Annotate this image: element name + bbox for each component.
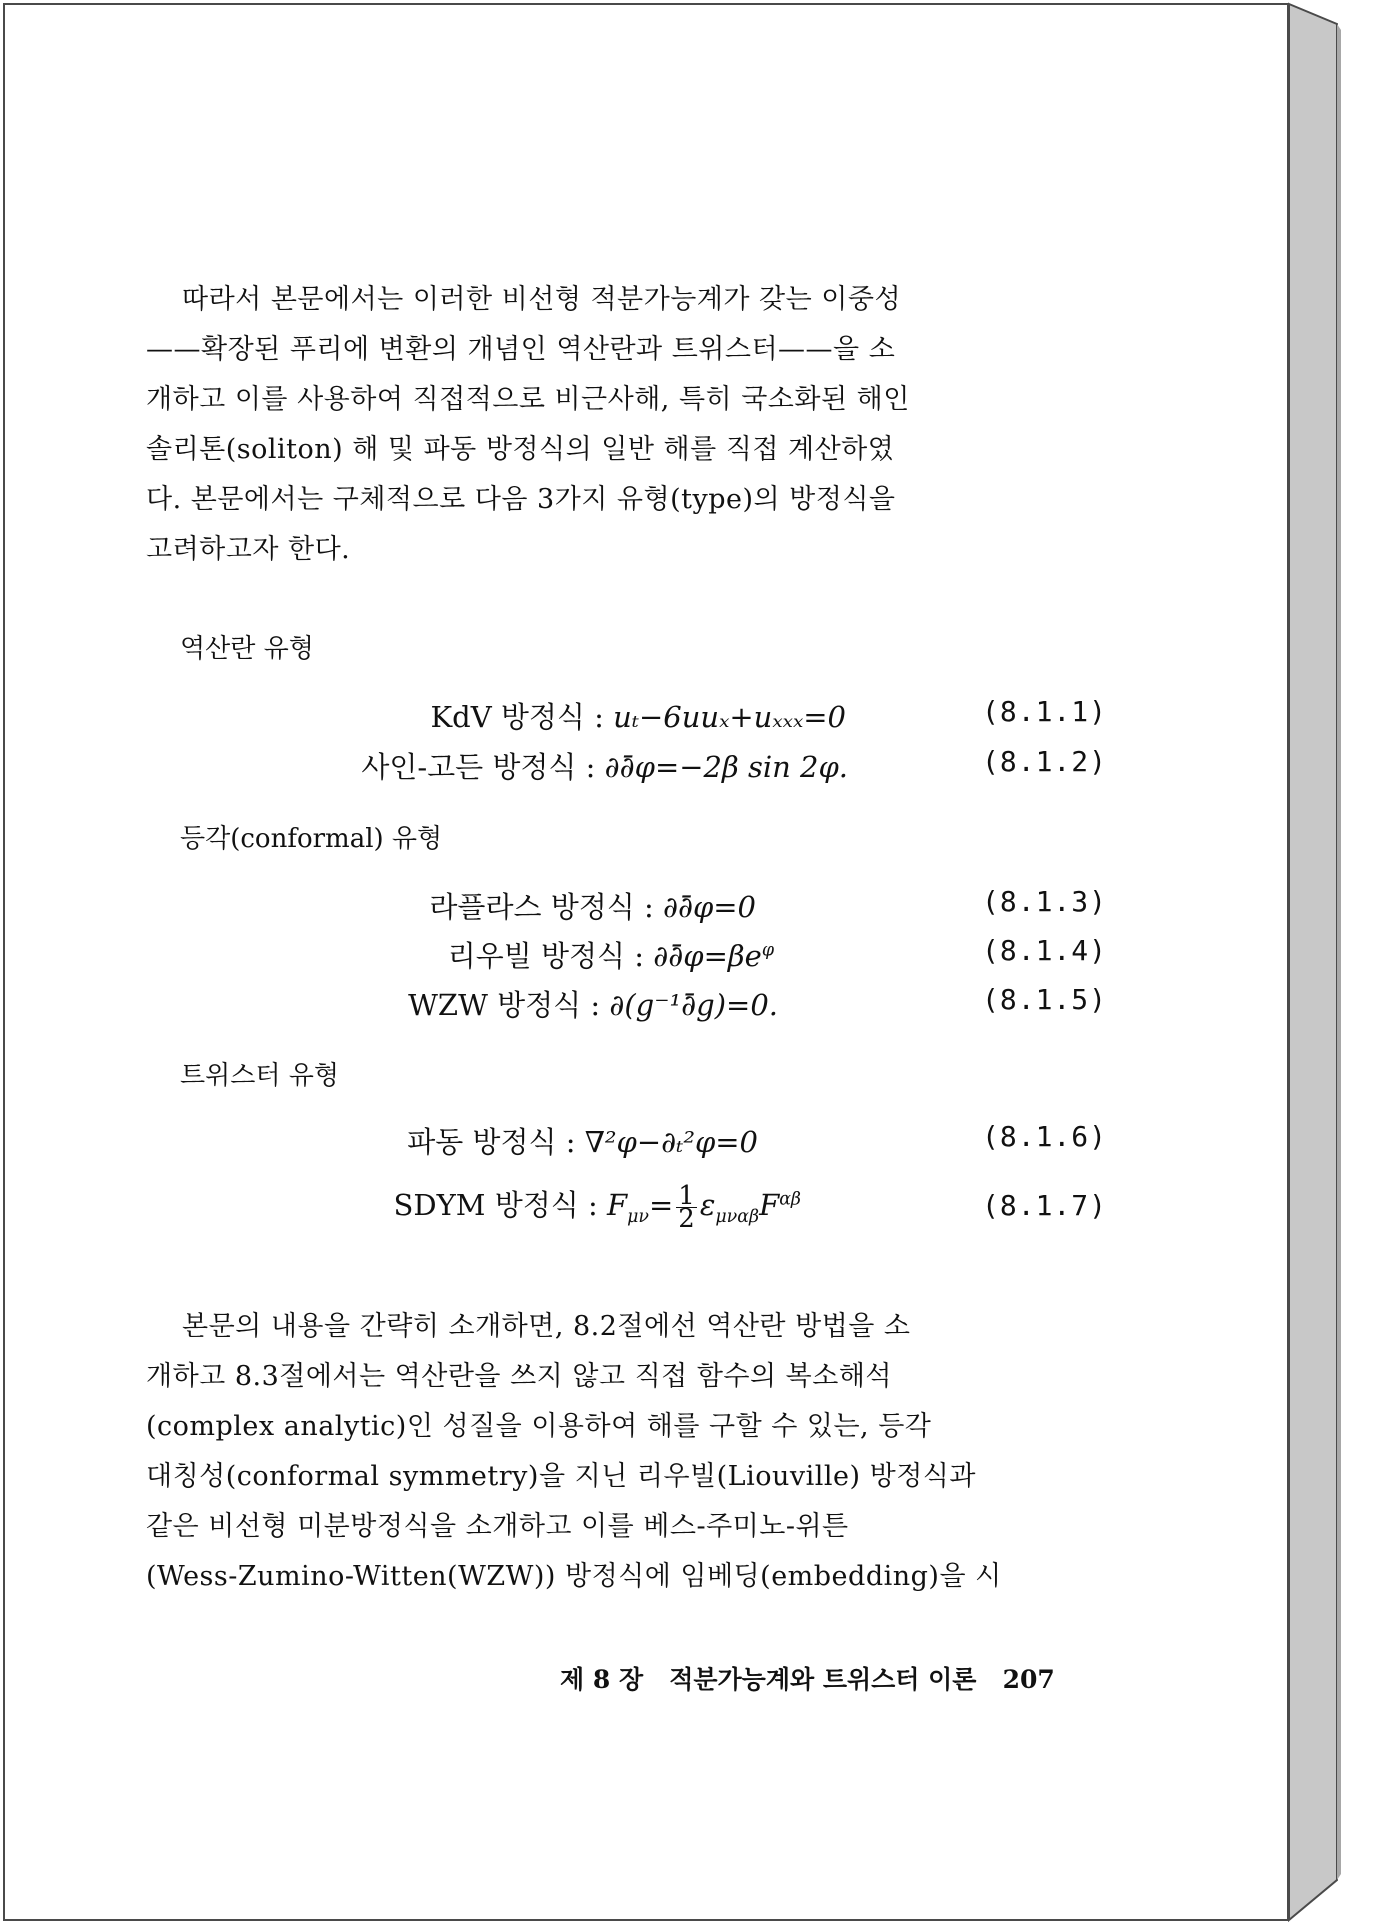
section-heading-twistor: 트위스터 유형 [180, 1061, 339, 1091]
equation-sine-gordon [0, 745, 1386, 789]
equation-expression: ∂∂̄φ=βe [653, 939, 762, 973]
equation-label: 파동 방정식 : [407, 1125, 576, 1159]
outro-line: 본문의 내용을 간략히 소개하면, 8.2절에선 역산란 방법을 소 [182, 1311, 911, 1342]
equation-liouville [0, 934, 1386, 978]
outro-paragraph [146, 1302, 1086, 1602]
equation-number: (8.1.3) [982, 885, 1108, 918]
equation-kdv [0, 695, 1386, 739]
equation-rhs-superscript: αβ [779, 1189, 801, 1210]
equation-number: (8.1.4) [982, 934, 1108, 967]
equation-label: WZW 방정식 : [408, 988, 601, 1022]
intro-line: 개하고 이를 사용하여 직접적으로 비근사해, 특히 국소화된 해인 [146, 384, 910, 415]
footer-chapter: 제 8 장 [560, 1665, 644, 1694]
intro-line: 고려하고자 한다. [146, 534, 351, 565]
intro-line: 따라서 본문에서는 이러한 비선형 적분가능계가 갖는 이중성 [182, 284, 902, 315]
equation-label: KdV 방정식 : [430, 700, 604, 734]
equation-number: (8.1.2) [982, 745, 1108, 778]
equation-number: (8.1.5) [982, 983, 1108, 1016]
equation-expression: ∇²φ−∂ₜ²φ=0 [584, 1125, 758, 1159]
equation-lhs: F [606, 1188, 628, 1222]
running-footer [560, 1660, 1055, 1696]
equation-label: 리우빌 방정식 : [447, 939, 645, 973]
equation-label: 라플라스 방정식 : [429, 890, 654, 924]
outro-line: (Wess-Zumino-Witten(WZW)) 방정식에 임베딩(embedding)을 시 [146, 1561, 1002, 1592]
equation-number: (8.1.7) [982, 1189, 1108, 1222]
equation-epsilon: ε [699, 1188, 716, 1222]
equation-lhs-subscript: μν [627, 1206, 649, 1227]
equation-expression: ∂∂̄φ=−2β sin 2φ. [604, 750, 848, 784]
equation-number: (8.1.1) [982, 695, 1108, 728]
fraction-numerator: 1 [678, 1180, 695, 1211]
intro-line: 솔리톤(soliton) 해 및 파동 방정식의 일반 해를 직접 계산하였 [146, 434, 895, 465]
equation-fraction [676, 1180, 697, 1234]
section-heading-conformal: 등각(conformal) 유형 [180, 824, 443, 854]
equation-expression: uₜ−6uuₓ+uₓₓₓ=0 [613, 700, 846, 734]
outro-line: 같은 비선형 미분방정식을 소개하고 이를 베스-주미노-위튼 [146, 1511, 849, 1542]
equation-superscript: φ [761, 940, 774, 961]
equation-laplace [0, 885, 1386, 929]
outro-line: (complex analytic)인 성질을 이용하여 해를 구할 수 있는, 등각 [146, 1411, 932, 1442]
intro-paragraph [146, 275, 1086, 575]
equation-wave [0, 1120, 1386, 1164]
page-number: 207 [1002, 1665, 1055, 1694]
section-heading-inverse-scattering: 역산란 유형 [180, 634, 314, 664]
equation-expression: ∂(g⁻¹∂̄g)=0. [609, 988, 778, 1022]
equation-sdym [0, 1180, 1386, 1245]
outro-line: 대칭성(conformal symmetry)을 지닌 리우빌(Liouville) 방정식과 [146, 1461, 976, 1492]
equation-expression: ∂∂̄φ=0 [662, 890, 756, 924]
intro-line: 다. 본문에서는 구체적으로 다음 3가지 유형(type)의 방정식을 [146, 484, 896, 515]
intro-line: ——확장된 푸리에 변환의 개념인 역산란과 트위스터——을 소 [146, 334, 896, 365]
equation-label: SDYM 방정식 : [393, 1188, 598, 1222]
equation-epsilon-subscript: μναβ [715, 1206, 760, 1227]
equation-wzw [0, 983, 1386, 1027]
fraction-denominator: 2 [678, 1203, 695, 1234]
equation-rhs: F [759, 1188, 780, 1222]
equation-label: 사인-고든 방정식 : [361, 750, 596, 784]
outro-line: 개하고 8.3절에서는 역산란을 쓰지 않고 직접 함수의 복소해석 [146, 1361, 892, 1392]
equation-number: (8.1.6) [982, 1120, 1108, 1153]
equation-equals: = [648, 1188, 674, 1222]
footer-title: 적분가능계와 트위스터 이론 [669, 1665, 977, 1694]
